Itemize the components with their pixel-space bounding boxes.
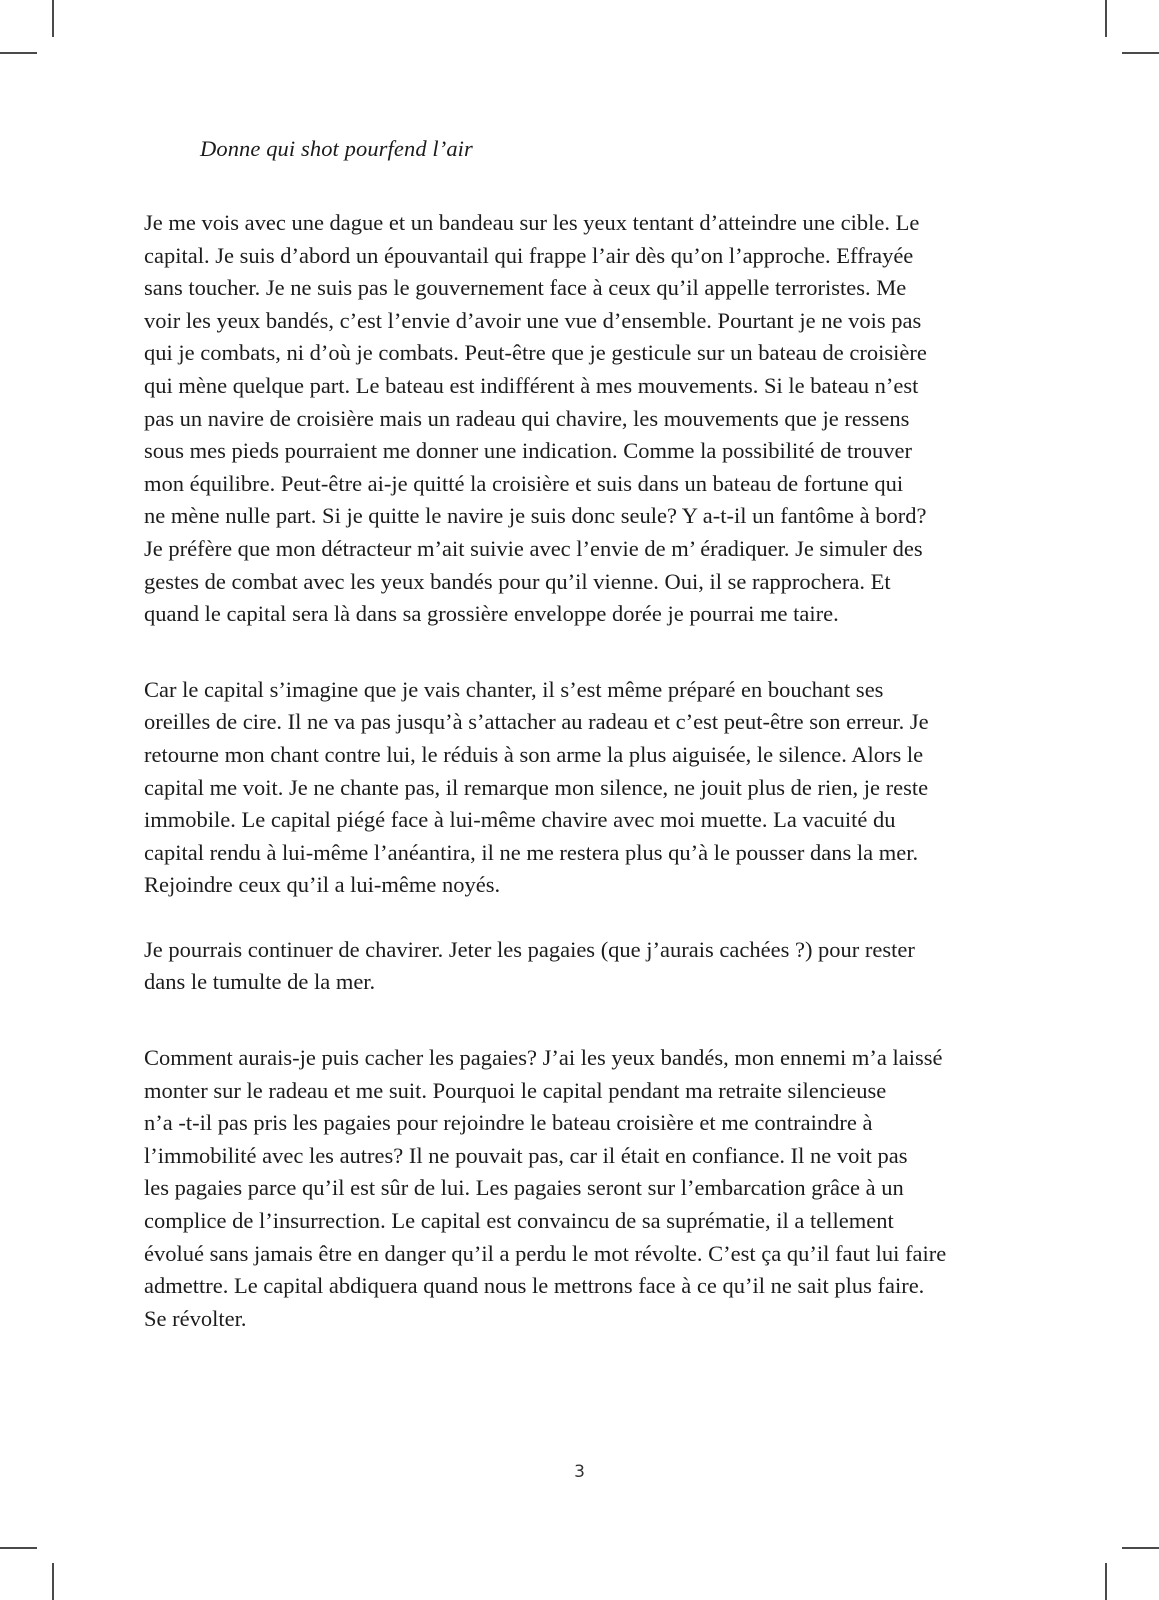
crop-mark-top-left-horizontal <box>0 52 37 54</box>
text-line: immobile. Le capital piégé face à lui-même chavire avec moi muette. La vacuité du <box>144 807 896 833</box>
crop-mark-top-left-vertical <box>52 0 54 37</box>
text-line: quand le capital sera là dans sa grossière enveloppe dorée je pourrai me taire. <box>144 601 839 627</box>
text-line: pas un navire de croisière mais un radeau qui chavire, les mouvements que je ressens <box>144 405 910 431</box>
page-title: Donne qui shot pourfend l’air <box>200 136 473 161</box>
text-line: admettre. Le capital abdiquera quand nous le mettrons face à ce qu’il ne sait plus faire. <box>144 1273 925 1299</box>
paragraph-4 <box>144 1042 1024 1335</box>
text-line: sans toucher. Je ne suis pas le gouvernement face à ceux qu’il appelle terroristes. Me <box>144 275 907 301</box>
text-line: complice de l’insurrection. Le capital est convaincu de sa suprématie, il a tellement <box>144 1208 894 1234</box>
text-line: Je préfère que mon détracteur m’ait suivie avec l’envie de m’ éradiquer. Je simuler des <box>144 535 923 561</box>
paragraph-spacer <box>144 902 1024 934</box>
text-line: Rejoindre ceux qu’il a lui-même noyés. <box>144 872 501 898</box>
text-line: retourne mon chant contre lui, le réduis à son arme la plus aiguisée, le silence. Alors le <box>144 741 924 767</box>
page-number: 3 <box>574 1462 585 1482</box>
text-line: gestes de combat avec les yeux bandés pour qu’il vienne. Oui, il se rapprochera. Et <box>144 568 891 594</box>
text-line: mon équilibre. Peut-être ai-je quitté la croisière et suis dans un bateau de fortune qui <box>144 470 904 496</box>
paragraph-2 <box>144 674 1024 902</box>
text-line: qui mène quelque part. Le bateau est indifférent à mes mouvements. Si le bateau n’est <box>144 372 919 398</box>
text-line: sous mes pieds pourraient me donner une indication. Comme la possibilité de trouver <box>144 438 912 464</box>
paragraph-3 <box>144 934 1024 999</box>
text-line: capital rendu à lui-même l’anéantira, il ne me restera plus qu’à le pousser dans la mer. <box>144 839 919 865</box>
crop-mark-bottom-left-vertical <box>52 1563 54 1600</box>
text-line: Je me vois avec une dague et un bandeau sur les yeux tentant d’atteindre une cible. Le <box>144 210 920 235</box>
crop-mark-top-right-horizontal <box>1122 52 1159 54</box>
text-line: ne mène nulle part. Si je quitte le navire je suis donc seule? Y a-t-il un fantôme à bord? <box>144 503 927 529</box>
text-line: oreilles de cire. Il ne va pas jusqu’à s’attacher au radeau et c’est peut-être son erreur. Je <box>144 709 929 735</box>
crop-mark-bottom-left-horizontal <box>0 1547 37 1549</box>
text-line: n’a -t-il pas pris les pagaies pour rejoindre le bateau croisière et me contraindre à <box>144 1110 873 1136</box>
crop-mark-bottom-right-horizontal <box>1122 1547 1159 1549</box>
crop-mark-top-right-vertical <box>1105 0 1107 37</box>
text-line: monter sur le radeau et me suit. Pourquoi le capital pendant ma retraite silencieuse <box>144 1077 887 1103</box>
crop-mark-bottom-right-vertical <box>1105 1563 1107 1600</box>
text-line: les pagaies parce qu’il est sûr de lui. Les pagaies seront sur l’embarcation grâce à un <box>144 1175 904 1201</box>
text-line: Je pourrais continuer de chavirer. Jeter les pagaies (que j’aurais cachées ?) pour rester <box>144 936 915 962</box>
paragraph-spacer <box>144 631 1024 674</box>
body-text <box>144 207 1024 1335</box>
text-line: évolué sans jamais être en danger qu’il a perdu le mot révolte. C’est ça qu’il faut lui faire <box>144 1240 947 1266</box>
text-line: l’immobilité avec les autres? Il ne pouvait pas, car il était en confiance. Il ne voit pas <box>144 1142 908 1168</box>
text-line: Se révolter. <box>144 1305 247 1331</box>
text-line: qui je combats, ni d’où je combats. Peut-être que je gesticule sur un bateau de croisière <box>144 340 927 366</box>
text-line: Comment aurais-je puis cacher les pagaies? J’ai les yeux bandés, mon ennemi m’a laissé <box>144 1045 943 1071</box>
text-line: Car le capital s’imagine que je vais chanter, il s’est même préparé en bouchant ses <box>144 676 884 702</box>
text-line: capital. Je suis d’abord un épouvantail qui frappe l’air dès qu’on l’approche. Effrayée <box>144 242 914 268</box>
text-line: voir les yeux bandés, c’est l’envie d’avoir une vue d’ensemble. Pourtant je ne vois pas <box>144 307 922 333</box>
text-line: capital me voit. Je ne chante pas, il remarque mon silence, ne jouit plus de rien, je reste <box>144 774 929 800</box>
paragraph-spacer <box>144 999 1024 1042</box>
text-line: dans le tumulte de la mer. <box>144 969 376 995</box>
paragraph-1 <box>144 207 1024 631</box>
